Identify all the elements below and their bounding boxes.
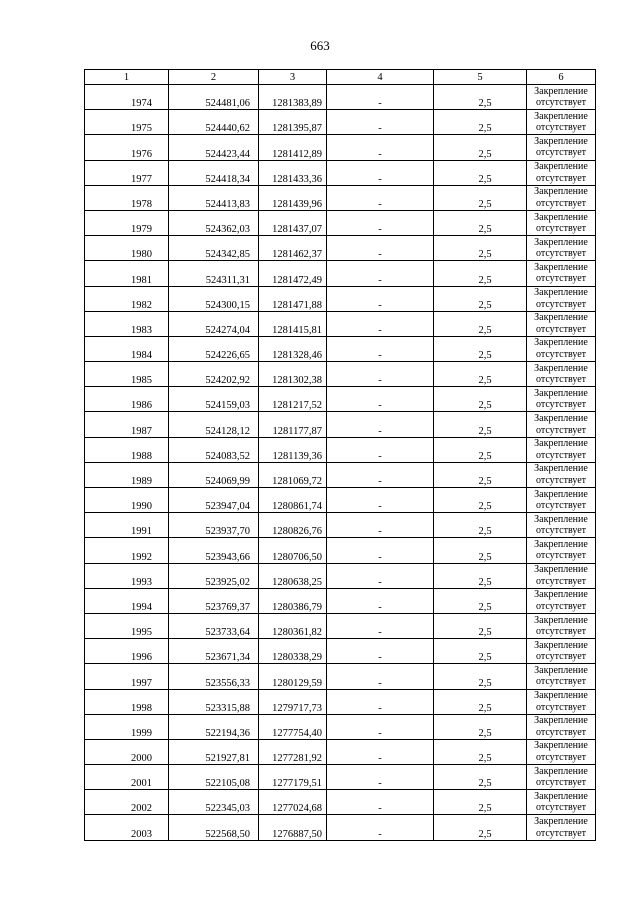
- x-coordinate-cell: 524423,44: [169, 135, 259, 160]
- x-coordinate-cell: 523671,34: [169, 639, 259, 664]
- column-4-cell: -: [327, 588, 434, 613]
- column-4-cell: -: [327, 437, 434, 462]
- x-coordinate-cell: 523733,64: [169, 613, 259, 638]
- x-coordinate-cell: 523315,88: [169, 689, 259, 714]
- table-row: [85, 689, 596, 714]
- point-number-cell: 1999: [85, 714, 169, 739]
- x-coordinate-cell: 524342,85: [169, 236, 259, 261]
- column-5-cell: 2,5: [434, 135, 527, 160]
- column-5-cell: 2,5: [434, 412, 527, 437]
- column-4-cell: -: [327, 311, 434, 336]
- y-coordinate-cell: 1281395,87: [259, 110, 327, 135]
- column-5-cell: 2,5: [434, 110, 527, 135]
- table-row: [85, 538, 596, 563]
- y-coordinate-cell: 1281139,36: [259, 437, 327, 462]
- y-coordinate-cell: 1281471,88: [259, 286, 327, 311]
- fixing-note-cell: Закрепление отсутствует: [527, 613, 596, 638]
- point-number-cell: 1983: [85, 311, 169, 336]
- coordinates-table: [84, 69, 596, 841]
- point-number-cell: 2003: [85, 815, 169, 840]
- column-5-cell: 2,5: [434, 462, 527, 487]
- x-coordinate-cell: 524274,04: [169, 311, 259, 336]
- x-coordinate-cell: 522194,36: [169, 714, 259, 739]
- column-4-cell: -: [327, 689, 434, 714]
- y-coordinate-cell: 1281472,49: [259, 261, 327, 286]
- y-coordinate-cell: 1281177,87: [259, 412, 327, 437]
- point-number-cell: 1989: [85, 462, 169, 487]
- x-coordinate-cell: 523769,37: [169, 588, 259, 613]
- table-row: [85, 563, 596, 588]
- y-coordinate-cell: 1281217,52: [259, 387, 327, 412]
- column-header: 3: [259, 70, 327, 85]
- point-number-cell: 1996: [85, 639, 169, 664]
- fixing-note-cell: Закрепление отсутствует: [527, 790, 596, 815]
- column-4-cell: -: [327, 815, 434, 840]
- y-coordinate-cell: 1281069,72: [259, 462, 327, 487]
- column-5-cell: 2,5: [434, 311, 527, 336]
- x-coordinate-cell: 522568,50: [169, 815, 259, 840]
- fixing-note-cell: Закрепление отсутствует: [527, 815, 596, 840]
- column-5-cell: 2,5: [434, 790, 527, 815]
- column-4-cell: -: [327, 412, 434, 437]
- x-coordinate-cell: 523937,70: [169, 513, 259, 538]
- column-4-cell: -: [327, 85, 434, 110]
- table-row: [85, 613, 596, 638]
- column-4-cell: -: [327, 488, 434, 513]
- table-row: [85, 739, 596, 764]
- table-row: [85, 488, 596, 513]
- point-number-cell: 1992: [85, 538, 169, 563]
- y-coordinate-cell: 1276887,50: [259, 815, 327, 840]
- y-coordinate-cell: 1281415,81: [259, 311, 327, 336]
- point-number-cell: 1980: [85, 236, 169, 261]
- column-5-cell: 2,5: [434, 362, 527, 387]
- fixing-note-cell: Закрепление отсутствует: [527, 765, 596, 790]
- table-row: [85, 210, 596, 235]
- y-coordinate-cell: 1280129,59: [259, 664, 327, 689]
- x-coordinate-cell: 524083,52: [169, 437, 259, 462]
- column-4-cell: -: [327, 765, 434, 790]
- column-4-cell: -: [327, 790, 434, 815]
- x-coordinate-cell: 523943,66: [169, 538, 259, 563]
- table-row: [85, 387, 596, 412]
- column-4-cell: -: [327, 538, 434, 563]
- point-number-cell: 1974: [85, 85, 169, 110]
- point-number-cell: 1986: [85, 387, 169, 412]
- y-coordinate-cell: 1281462,37: [259, 236, 327, 261]
- column-4-cell: -: [327, 714, 434, 739]
- column-4-cell: -: [327, 664, 434, 689]
- y-coordinate-cell: 1280361,82: [259, 613, 327, 638]
- y-coordinate-cell: 1277281,92: [259, 739, 327, 764]
- point-number-cell: 1987: [85, 412, 169, 437]
- column-4-cell: -: [327, 336, 434, 361]
- column-5-cell: 2,5: [434, 387, 527, 412]
- y-coordinate-cell: 1281439,96: [259, 185, 327, 210]
- column-4-cell: -: [327, 185, 434, 210]
- point-number-cell: 1998: [85, 689, 169, 714]
- table-row: [85, 588, 596, 613]
- column-4-cell: -: [327, 387, 434, 412]
- column-4-cell: -: [327, 110, 434, 135]
- column-header: 6: [527, 70, 596, 85]
- table-row: [85, 714, 596, 739]
- column-5-cell: 2,5: [434, 639, 527, 664]
- fixing-note-cell: Закрепление отсутствует: [527, 110, 596, 135]
- point-number-cell: 1995: [85, 613, 169, 638]
- column-header: 5: [434, 70, 527, 85]
- column-5-cell: 2,5: [434, 765, 527, 790]
- fixing-note-cell: Закрепление отсутствует: [527, 160, 596, 185]
- y-coordinate-cell: 1280826,76: [259, 513, 327, 538]
- point-number-cell: 1982: [85, 286, 169, 311]
- point-number-cell: 1991: [85, 513, 169, 538]
- point-number-cell: 2001: [85, 765, 169, 790]
- column-5-cell: 2,5: [434, 689, 527, 714]
- column-4-cell: -: [327, 362, 434, 387]
- table-row: [85, 135, 596, 160]
- x-coordinate-cell: 524440,62: [169, 110, 259, 135]
- table-row: [85, 790, 596, 815]
- point-number-cell: 1981: [85, 261, 169, 286]
- fixing-note-cell: Закрепление отсутствует: [527, 437, 596, 462]
- x-coordinate-cell: 524418,34: [169, 160, 259, 185]
- column-5-cell: 2,5: [434, 488, 527, 513]
- x-coordinate-cell: 523925,02: [169, 563, 259, 588]
- fixing-note-cell: Закрепление отсутствует: [527, 588, 596, 613]
- table-row: [85, 765, 596, 790]
- column-5-cell: 2,5: [434, 513, 527, 538]
- y-coordinate-cell: 1279717,73: [259, 689, 327, 714]
- point-number-cell: 1979: [85, 210, 169, 235]
- table-row: [85, 664, 596, 689]
- x-coordinate-cell: 524311,31: [169, 261, 259, 286]
- table-body: [85, 85, 596, 841]
- y-coordinate-cell: 1280861,74: [259, 488, 327, 513]
- y-coordinate-cell: 1281383,89: [259, 85, 327, 110]
- fixing-note-cell: Закрепление отсутствует: [527, 85, 596, 110]
- column-4-cell: -: [327, 613, 434, 638]
- x-coordinate-cell: 524202,92: [169, 362, 259, 387]
- y-coordinate-cell: 1281433,36: [259, 160, 327, 185]
- y-coordinate-cell: 1280386,79: [259, 588, 327, 613]
- column-4-cell: -: [327, 160, 434, 185]
- table-row: [85, 362, 596, 387]
- point-number-cell: 1975: [85, 110, 169, 135]
- fixing-note-cell: Закрепление отсутствует: [527, 387, 596, 412]
- y-coordinate-cell: 1281328,46: [259, 336, 327, 361]
- table-row: [85, 286, 596, 311]
- column-5-cell: 2,5: [434, 185, 527, 210]
- table-header-row: [85, 70, 596, 85]
- column-4-cell: -: [327, 261, 434, 286]
- fixing-note-cell: Закрепление отсутствует: [527, 563, 596, 588]
- x-coordinate-cell: 524226,65: [169, 336, 259, 361]
- fixing-note-cell: Закрепление отсутствует: [527, 513, 596, 538]
- y-coordinate-cell: 1280338,29: [259, 639, 327, 664]
- x-coordinate-cell: 523947,04: [169, 488, 259, 513]
- table-row: [85, 815, 596, 840]
- fixing-note-cell: Закрепление отсутствует: [527, 538, 596, 563]
- point-number-cell: 1977: [85, 160, 169, 185]
- column-5-cell: 2,5: [434, 739, 527, 764]
- x-coordinate-cell: 524128,12: [169, 412, 259, 437]
- column-5-cell: 2,5: [434, 714, 527, 739]
- y-coordinate-cell: 1281302,38: [259, 362, 327, 387]
- x-coordinate-cell: 524413,83: [169, 185, 259, 210]
- fixing-note-cell: Закрепление отсутствует: [527, 488, 596, 513]
- column-5-cell: 2,5: [434, 261, 527, 286]
- point-number-cell: 1984: [85, 336, 169, 361]
- fixing-note-cell: Закрепление отсутствует: [527, 689, 596, 714]
- y-coordinate-cell: 1280706,50: [259, 538, 327, 563]
- table-row: [85, 261, 596, 286]
- table-row: [85, 437, 596, 462]
- column-4-cell: -: [327, 236, 434, 261]
- column-4-cell: -: [327, 210, 434, 235]
- table-row: [85, 185, 596, 210]
- point-number-cell: 2002: [85, 790, 169, 815]
- fixing-note-cell: Закрепление отсутствует: [527, 639, 596, 664]
- fixing-note-cell: Закрепление отсутствует: [527, 462, 596, 487]
- fixing-note-cell: Закрепление отсутствует: [527, 362, 596, 387]
- point-number-cell: 1993: [85, 563, 169, 588]
- point-number-cell: 1994: [85, 588, 169, 613]
- x-coordinate-cell: 523556,33: [169, 664, 259, 689]
- point-number-cell: 2000: [85, 739, 169, 764]
- column-5-cell: 2,5: [434, 210, 527, 235]
- column-header: 1: [85, 70, 169, 85]
- x-coordinate-cell: 522105,08: [169, 765, 259, 790]
- column-4-cell: -: [327, 563, 434, 588]
- table-row: [85, 412, 596, 437]
- column-5-cell: 2,5: [434, 815, 527, 840]
- page-number: 663: [310, 38, 330, 53]
- column-5-cell: 2,5: [434, 336, 527, 361]
- column-4-cell: -: [327, 739, 434, 764]
- table-row: [85, 513, 596, 538]
- column-4-cell: -: [327, 135, 434, 160]
- x-coordinate-cell: 524362,03: [169, 210, 259, 235]
- y-coordinate-cell: 1280638,25: [259, 563, 327, 588]
- column-4-cell: -: [327, 462, 434, 487]
- fixing-note-cell: Закрепление отсутствует: [527, 236, 596, 261]
- table-row: [85, 85, 596, 110]
- y-coordinate-cell: 1277024,68: [259, 790, 327, 815]
- column-5-cell: 2,5: [434, 588, 527, 613]
- x-coordinate-cell: 524159,03: [169, 387, 259, 412]
- x-coordinate-cell: 522345,03: [169, 790, 259, 815]
- column-5-cell: 2,5: [434, 160, 527, 185]
- point-number-cell: 1985: [85, 362, 169, 387]
- column-5-cell: 2,5: [434, 563, 527, 588]
- fixing-note-cell: Закрепление отсутствует: [527, 714, 596, 739]
- point-number-cell: 1988: [85, 437, 169, 462]
- table-row: [85, 336, 596, 361]
- fixing-note-cell: Закрепление отсутствует: [527, 210, 596, 235]
- fixing-note-cell: Закрепление отсутствует: [527, 664, 596, 689]
- y-coordinate-cell: 1281412,89: [259, 135, 327, 160]
- y-coordinate-cell: 1277179,51: [259, 765, 327, 790]
- column-4-cell: -: [327, 513, 434, 538]
- column-header: 4: [327, 70, 434, 85]
- column-4-cell: -: [327, 639, 434, 664]
- fixing-note-cell: Закрепление отсутствует: [527, 286, 596, 311]
- fixing-note-cell: Закрепление отсутствует: [527, 135, 596, 160]
- column-5-cell: 2,5: [434, 236, 527, 261]
- x-coordinate-cell: 524481,06: [169, 85, 259, 110]
- fixing-note-cell: Закрепление отсутствует: [527, 185, 596, 210]
- fixing-note-cell: Закрепление отсутствует: [527, 412, 596, 437]
- column-5-cell: 2,5: [434, 613, 527, 638]
- fixing-note-cell: Закрепление отсутствует: [527, 336, 596, 361]
- column-5-cell: 2,5: [434, 85, 527, 110]
- x-coordinate-cell: 524300,15: [169, 286, 259, 311]
- point-number-cell: 1990: [85, 488, 169, 513]
- y-coordinate-cell: 1281437,07: [259, 210, 327, 235]
- fixing-note-cell: Закрепление отсутствует: [527, 261, 596, 286]
- column-5-cell: 2,5: [434, 538, 527, 563]
- table-row: [85, 462, 596, 487]
- fixing-note-cell: Закрепление отсутствует: [527, 311, 596, 336]
- point-number-cell: 1976: [85, 135, 169, 160]
- table-row: [85, 110, 596, 135]
- point-number-cell: 1978: [85, 185, 169, 210]
- point-number-cell: 1997: [85, 664, 169, 689]
- fixing-note-cell: Закрепление отсутствует: [527, 739, 596, 764]
- table-row: [85, 639, 596, 664]
- column-5-cell: 2,5: [434, 664, 527, 689]
- column-5-cell: 2,5: [434, 286, 527, 311]
- table-row: [85, 236, 596, 261]
- table-row: [85, 160, 596, 185]
- x-coordinate-cell: 521927,81: [169, 739, 259, 764]
- column-4-cell: -: [327, 286, 434, 311]
- column-header: 2: [169, 70, 259, 85]
- x-coordinate-cell: 524069,99: [169, 462, 259, 487]
- y-coordinate-cell: 1277754,40: [259, 714, 327, 739]
- column-5-cell: 2,5: [434, 437, 527, 462]
- table-row: [85, 311, 596, 336]
